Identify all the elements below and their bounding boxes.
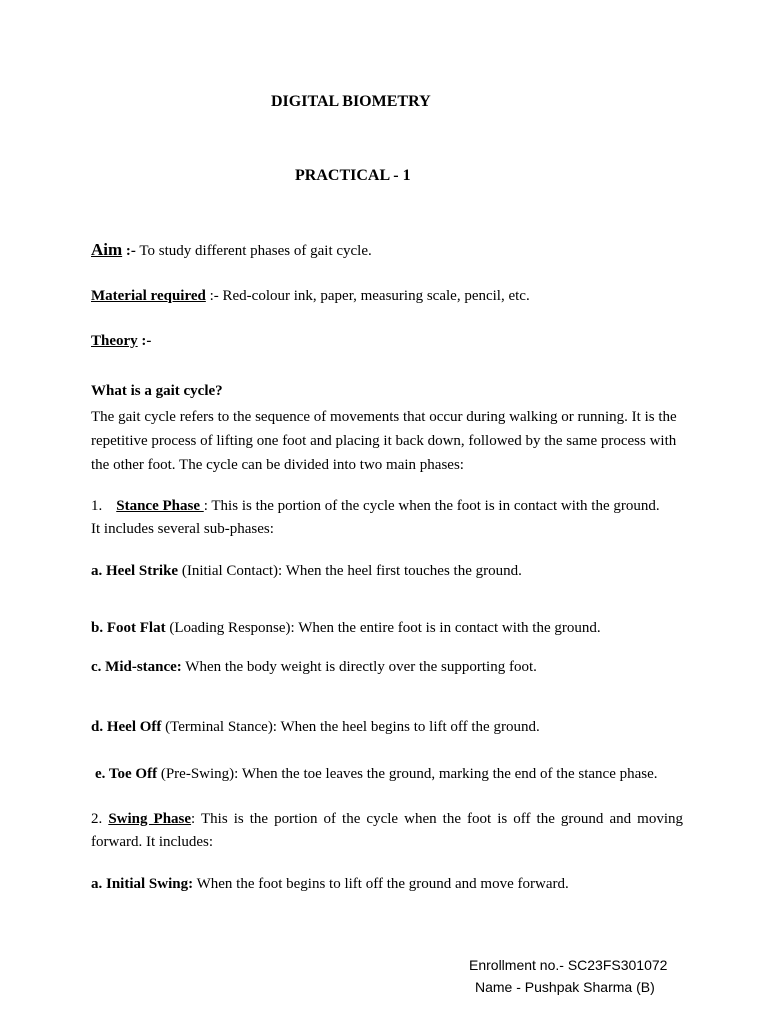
subphase-heel-strike [91,563,522,580]
stance-number: 1. [91,498,103,514]
subphase-text: (Initial Contact): When the heel first touches the ground. [178,563,522,579]
theory-line [91,333,151,350]
subphase-label: c. Mid-stance: [91,659,182,675]
swing-label: Swing Phase [108,811,192,827]
enrollment-number: Enrollment no.- SC23FS301072 [469,957,668,973]
subphase-heel-off [91,719,540,736]
theory-separator: :- [137,333,152,349]
subphase-label: a. Heel Strike [91,563,179,579]
swing-phase-paragraph [91,808,683,854]
gait-paragraph: The gait cycle refers to the sequence of movements that occur during walking or running. It is the repetitive process of lifting one foot and placing it back down, followed by the same process with the other foot. The cycle can be divided into two main phases: [91,409,677,473]
subphase-label: d. Heel Off [91,719,162,735]
stance-text: : This is the portion of the cycle when the foot is in contact with the ground. [203,498,660,514]
document-title: DIGITAL BIOMETRY [271,93,431,110]
stance-subphases-intro: It includes several sub-phases: [91,521,274,537]
student-name: Name - Pushpak Sharma (B) [475,979,655,995]
subphase-text: When the foot begins to lift off the ground and move forward. [193,876,569,892]
aim-label: Aim [91,240,123,259]
aim-line [91,240,372,260]
gait-question: What is a gait cycle? [91,383,223,399]
subphase-text: (Terminal Stance): When the heel begins to lift off the ground. [161,719,540,735]
material-line [91,288,530,305]
subphase-text: When the body weight is directly over the supporting foot. [181,659,537,675]
subphase-mid-stance [91,659,537,676]
practical-heading: PRACTICAL - 1 [295,167,411,184]
material-label: Material required [91,288,206,304]
subphase-label: b. Foot Flat [91,620,166,636]
subphase-label: e. Toe Off [95,766,158,782]
theory-label: Theory [91,333,138,349]
aim-text: To study different phases of gait cycle. [135,243,372,259]
stance-line [91,498,660,515]
material-text: :- Red-colour ink, paper, measuring scale, pencil, etc. [205,288,530,304]
subphase-foot-flat [91,620,601,637]
swing-text: : This is the portion of the cycle when the foot is off the ground and moving forward. It includes: [91,811,684,850]
swing-subphase-initial-swing [91,876,569,893]
subphase-label: a. Initial Swing: [91,876,194,892]
swing-number: 2. [91,811,109,827]
aim-separator: :- [122,243,136,259]
subphase-text: (Loading Response): When the entire foot is in contact with the ground. [165,620,601,636]
subphase-toe-off [95,766,658,783]
subphase-text: (Pre-Swing): When the toe leaves the ground, marking the end of the stance phase. [157,766,658,782]
stance-label: Stance Phase [116,498,204,514]
